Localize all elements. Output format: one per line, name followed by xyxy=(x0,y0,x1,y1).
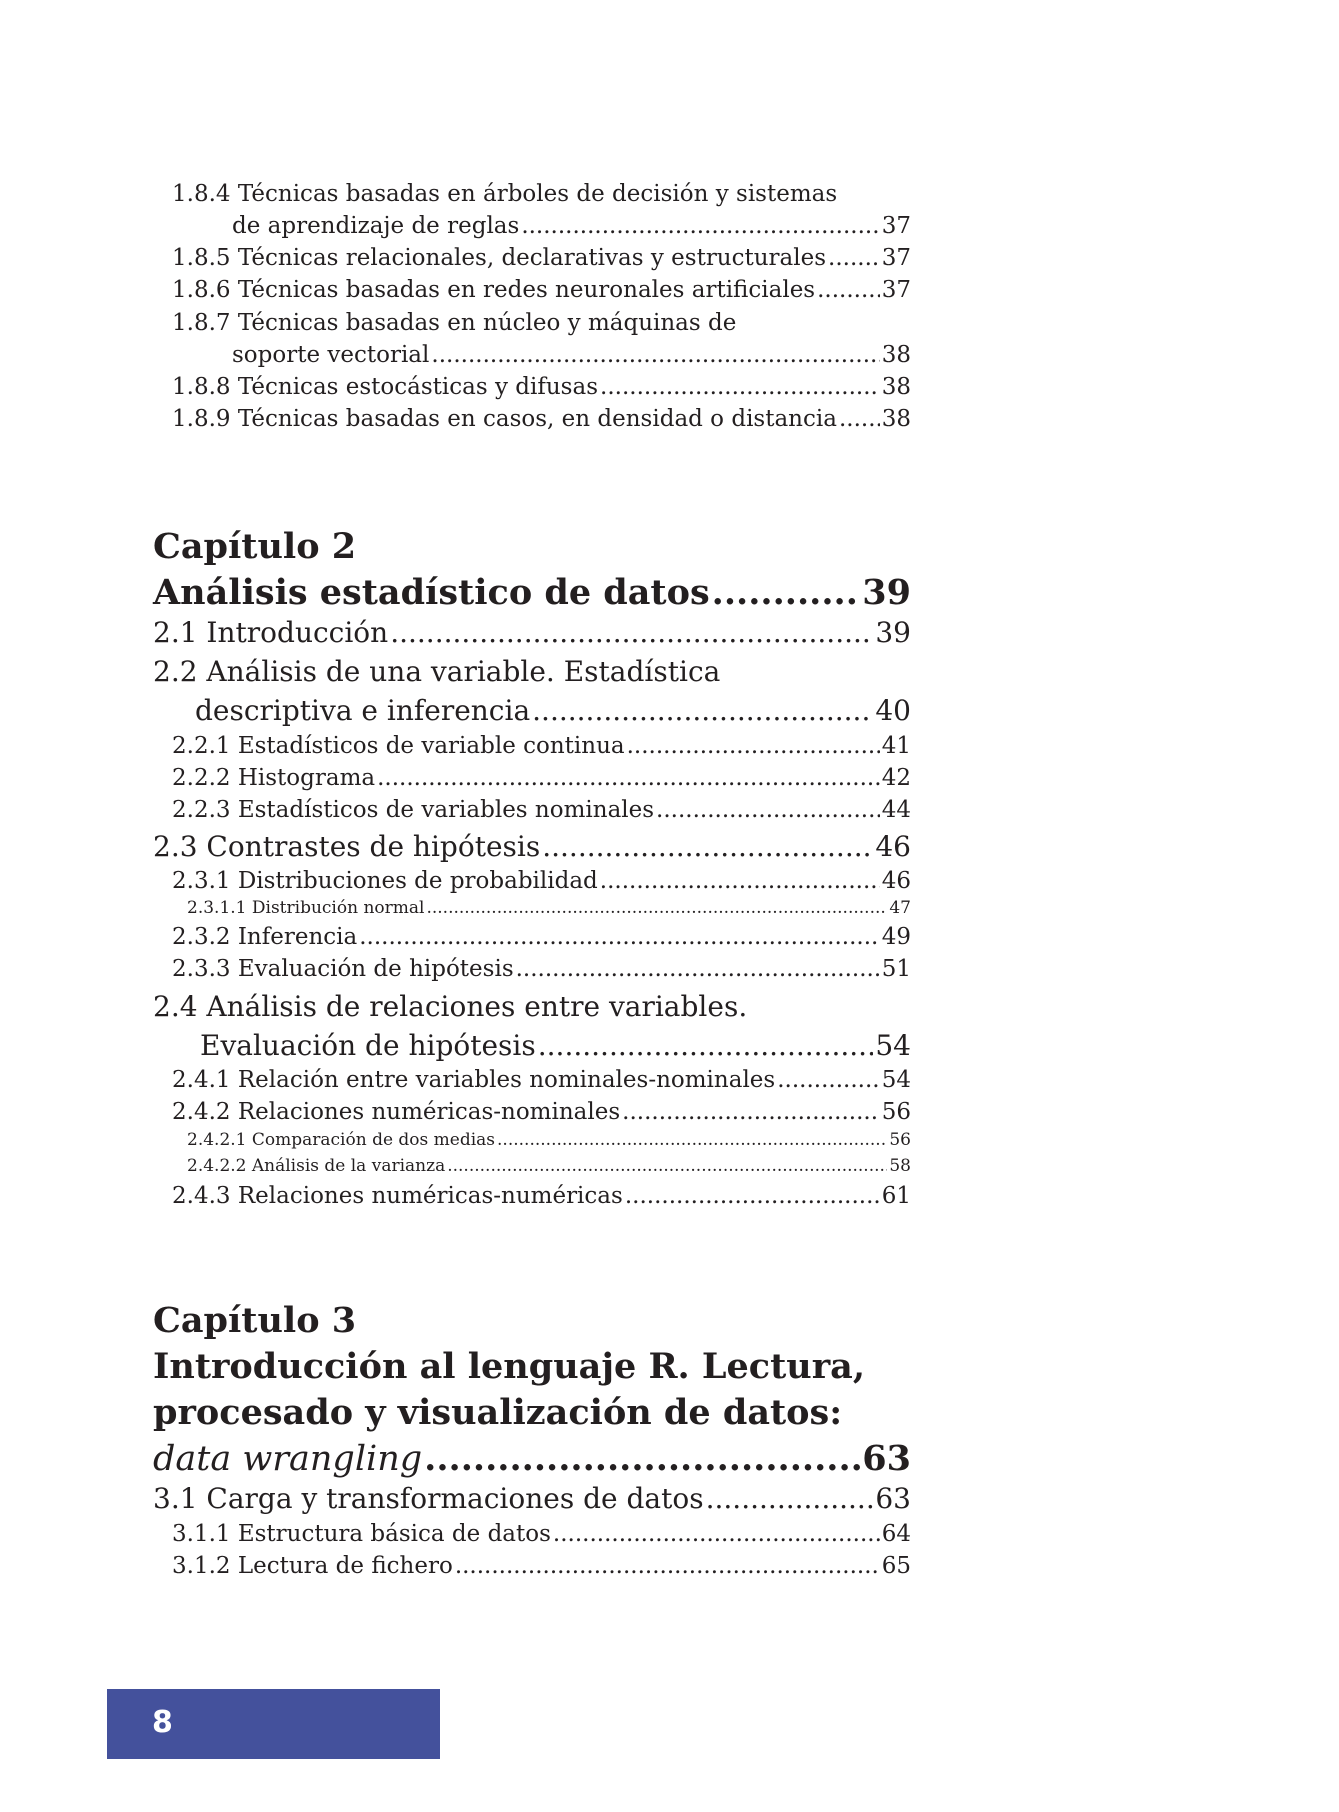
toc-entry-text: descriptiva e inferencia xyxy=(195,694,531,727)
toc-entry-3-1 xyxy=(153,1482,911,1515)
toc-entry-2-3-3 xyxy=(172,956,911,982)
leader-dots xyxy=(817,277,880,303)
leader-dots xyxy=(600,868,880,894)
toc-entry-text: 2.3.1 Distribuciones de probabilidad xyxy=(172,868,598,894)
toc-page-number: 61 xyxy=(881,1183,911,1209)
toc-entry-text: Técnicas basadas en casos, en densidad o distancia xyxy=(237,406,837,432)
chapter-3-title-line3 xyxy=(153,1438,911,1479)
toc-page-number: 46 xyxy=(875,830,911,863)
toc-entry-number: 1.8.9 xyxy=(172,406,231,432)
leader-dots xyxy=(431,342,879,368)
chapter-title-text: data wrangling xyxy=(153,1439,423,1479)
toc-entry-text: 2.4.2.2 Análisis de la varianza xyxy=(187,1156,446,1176)
toc-entry-2-3-1-1 xyxy=(187,898,911,918)
toc-entry-text: Técnicas basadas en núcleo y máquinas de xyxy=(237,310,737,336)
toc-page-number: 38 xyxy=(881,406,911,432)
toc-entry-text: 2.4.2 Relaciones numéricas-nominales xyxy=(172,1099,621,1125)
toc-page-number: 39 xyxy=(875,616,911,649)
leader-dots xyxy=(627,733,880,759)
chapter-2-title xyxy=(153,572,911,613)
toc-entry-text: 2.1 Introducción xyxy=(153,616,389,649)
toc-entry-text: 2.3.3 Evaluación de hipótesis xyxy=(172,956,514,982)
toc-entry-number: 1.8.8 xyxy=(172,374,231,400)
leader-dots xyxy=(625,1183,880,1209)
toc-page-number: 63 xyxy=(875,1482,911,1515)
toc-page-number: 54 xyxy=(881,1067,911,1093)
toc-page-number: 51 xyxy=(881,956,911,982)
toc-entry-2-2-2 xyxy=(172,765,911,791)
leader-dots xyxy=(455,1553,880,1579)
toc-entry-text: 2.3.2 Inferencia xyxy=(172,924,358,950)
chapter-3-title-line2: procesado y visualización de datos: xyxy=(153,1392,843,1433)
leader-dots xyxy=(542,830,873,863)
leader-dots xyxy=(839,406,880,432)
toc-entry-text: de aprendizaje de reglas xyxy=(232,213,520,239)
leader-dots xyxy=(447,1156,887,1176)
leader-dots xyxy=(777,1067,880,1093)
toc-entry-text: Técnicas relacionales, declarativas y estructurales xyxy=(237,245,827,271)
toc-entry-text: 2.4.2.1 Comparación de dos medias xyxy=(187,1130,496,1150)
leader-dots xyxy=(390,616,873,649)
toc-entry-2-4-2-1 xyxy=(187,1130,911,1150)
toc-entry-text: 2.3 Contrastes de hipótesis xyxy=(153,830,541,863)
toc-entry-2-4-line2 xyxy=(200,1029,911,1062)
chapter-2-label: Capítulo 2 xyxy=(153,526,357,567)
toc-entry-2-4-1 xyxy=(172,1067,911,1093)
toc-entry-1-8-4-line1 xyxy=(172,181,837,207)
toc-entry-text: 2.3.1.1 Distribución normal xyxy=(187,898,425,918)
toc-page-number: 63 xyxy=(862,1438,911,1479)
chapter-title-text: Análisis estadístico de datos xyxy=(153,572,710,613)
leader-dots xyxy=(521,213,879,239)
toc-page-number: 47 xyxy=(889,898,911,918)
toc-entry-text: 3.1 Carga y transformaciones de datos xyxy=(153,1482,704,1515)
toc-page-number: 39 xyxy=(862,572,911,613)
toc-entry-text: Técnicas basadas en redes neuronales artificiales xyxy=(237,277,816,303)
leader-dots xyxy=(532,694,873,727)
leader-dots xyxy=(553,1521,880,1547)
leader-dots xyxy=(359,924,879,950)
toc-entry-2-3 xyxy=(153,830,911,863)
toc-entry-text: 2.2.2 Histograma xyxy=(172,765,376,791)
toc-entry-number: 1.8.4 xyxy=(172,181,231,207)
toc-page-number: 37 xyxy=(881,277,911,303)
leader-dots xyxy=(377,765,880,791)
leader-dots xyxy=(426,898,887,918)
toc-entry-number: 1.8.5 xyxy=(172,245,231,271)
leader-dots xyxy=(656,797,880,823)
toc-entry-text: 2.4.3 Relaciones numéricas-numéricas xyxy=(172,1183,623,1209)
toc-page-number: 46 xyxy=(881,868,911,894)
toc-page-number: 56 xyxy=(881,1099,911,1125)
toc-page-number: 56 xyxy=(889,1130,911,1150)
toc-entry-2-4-line1: 2.4 Análisis de relaciones entre variables. xyxy=(153,990,748,1023)
toc-entry-text: 3.1.1 Estructura básica de datos xyxy=(172,1521,551,1547)
toc-page-number: 40 xyxy=(875,694,911,727)
toc-page-number: 38 xyxy=(881,374,911,400)
toc-entry-text: 2.4.1 Relación entre variables nominales-nominales xyxy=(172,1067,776,1093)
toc-page-number: 37 xyxy=(881,245,911,271)
toc-entry-2-4-3 xyxy=(172,1183,911,1209)
toc-entry-2-3-1 xyxy=(172,868,911,894)
toc-entry-2-1 xyxy=(153,616,911,649)
toc-entry-text: 3.1.2 Lectura de fichero xyxy=(172,1553,453,1579)
toc-entry-2-4-2 xyxy=(172,1099,911,1125)
chapter-3-title-line1: Introducción al lenguaje R. Lectura, xyxy=(153,1346,866,1387)
leader-dots xyxy=(600,374,880,400)
toc-page-number: 42 xyxy=(881,765,911,791)
leader-dots xyxy=(424,1438,860,1479)
toc-entry-1-8-9 xyxy=(172,406,911,432)
toc-entry-1-8-4-line2 xyxy=(232,213,911,239)
toc-entry-1-8-7-line1 xyxy=(172,310,736,336)
toc-entry-2-3-2 xyxy=(172,924,911,950)
toc-page-number: 49 xyxy=(881,924,911,950)
toc-entry-text: soporte vectorial xyxy=(232,342,430,368)
toc-entry-3-1-1 xyxy=(172,1521,911,1547)
toc-entry-text: 2.2.3 Estadísticos de variables nominales xyxy=(172,797,655,823)
toc-entry-1-8-7-line2 xyxy=(232,342,911,368)
toc-entry-number: 1.8.6 xyxy=(172,277,231,303)
toc-entry-2-2-1 xyxy=(172,733,911,759)
toc-page-number: 44 xyxy=(881,797,911,823)
toc-entry-text: Evaluación de hipótesis xyxy=(200,1029,536,1062)
toc-entry-1-8-8 xyxy=(172,374,911,400)
leader-dots xyxy=(516,956,880,982)
leader-dots xyxy=(497,1130,887,1150)
toc-entry-text: Técnicas estocásticas y difusas xyxy=(237,374,599,400)
page-number: 8 xyxy=(152,1705,173,1740)
toc-entry-2-2-line1: 2.2 Análisis de una variable. Estadística xyxy=(153,655,721,688)
leader-dots xyxy=(828,245,880,271)
toc-page-number: 38 xyxy=(881,342,911,368)
toc-page-number: 64 xyxy=(881,1521,911,1547)
toc-entry-2-4-2-2 xyxy=(187,1156,911,1176)
toc-entry-text: 2.2.1 Estadísticos de variable continua xyxy=(172,733,625,759)
chapter-3-label: Capítulo 3 xyxy=(153,1300,357,1341)
toc-page-number: 37 xyxy=(881,213,911,239)
leader-dots xyxy=(538,1029,874,1062)
leader-dots xyxy=(622,1099,880,1125)
toc-entry-3-1-2 xyxy=(172,1553,911,1579)
toc-entry-1-8-6 xyxy=(172,277,911,303)
toc-page-number: 58 xyxy=(889,1156,911,1176)
page-number-box xyxy=(107,1689,440,1759)
leader-dots xyxy=(712,572,861,613)
toc-page-number: 41 xyxy=(881,733,911,759)
leader-dots xyxy=(706,1482,874,1515)
toc-page-number: 54 xyxy=(875,1029,911,1062)
toc-entry-number: 1.8.7 xyxy=(172,310,231,336)
toc-entry-text: Técnicas basadas en árboles de decisión y sistemas xyxy=(237,181,838,207)
toc-entry-2-2-3 xyxy=(172,797,911,823)
toc-entry-2-2-line2 xyxy=(195,694,911,727)
toc-page-number: 65 xyxy=(881,1553,911,1579)
toc-entry-1-8-5 xyxy=(172,245,911,271)
